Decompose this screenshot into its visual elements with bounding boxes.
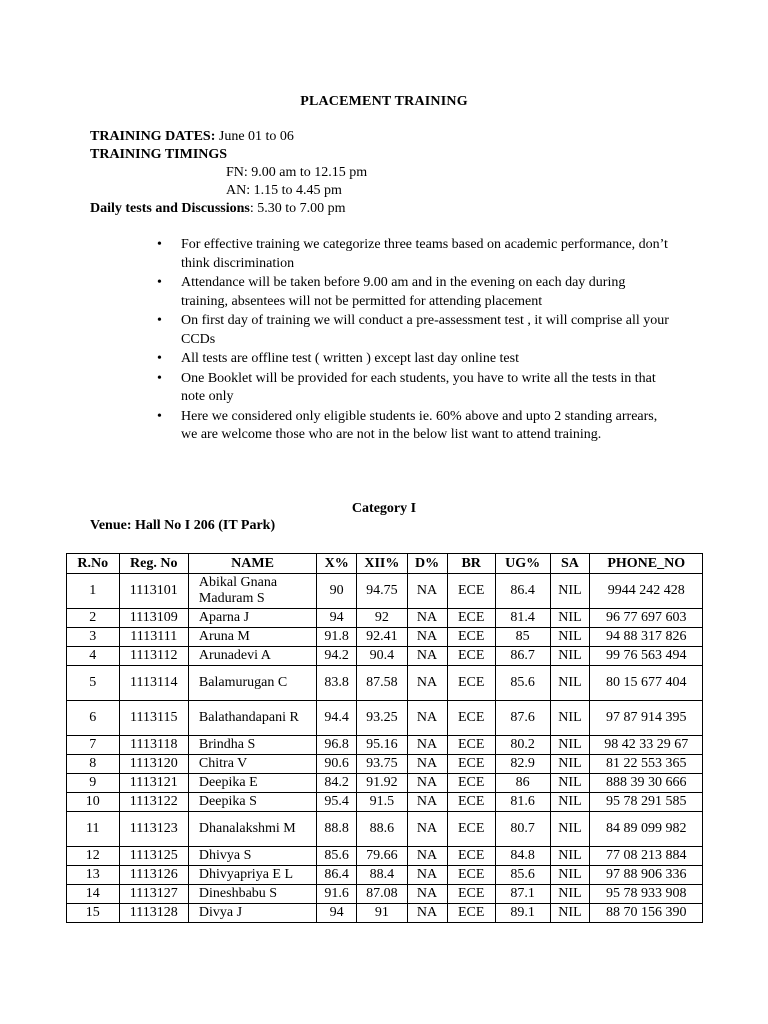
table-row (67, 774, 703, 793)
cell-ug: 89.1 (495, 904, 550, 923)
cell-name: Balathandapani R (188, 701, 316, 736)
cell-xii: 91 (357, 904, 407, 923)
cell-d: NA (407, 755, 447, 774)
col-sa: SA (550, 554, 590, 574)
cell-phone: 81 22 553 365 (590, 755, 703, 774)
cell-br: ECE (447, 628, 495, 647)
cell-name: Brindha S (188, 736, 316, 755)
daily-tests (90, 201, 346, 217)
cell-sa: NIL (550, 812, 590, 847)
cell-sa: NIL (550, 755, 590, 774)
cell-rno: 12 (67, 847, 120, 866)
cell-sa: NIL (550, 793, 590, 812)
cell-rno: 15 (67, 904, 120, 923)
cell-d: NA (407, 628, 447, 647)
cell-name: Chitra V (188, 755, 316, 774)
cell-phone: 9944 242 428 (590, 574, 703, 609)
col-x: X% (317, 554, 357, 574)
col-xii: XII% (357, 554, 407, 574)
cell-ug: 85.6 (495, 666, 550, 701)
note-item: • On first day of training we will conduct a pre-assessment test , it will comprise all your CCDs (155, 312, 675, 349)
col-d: D% (407, 554, 447, 574)
cell-d: NA (407, 885, 447, 904)
cell-ug: 82.9 (495, 755, 550, 774)
cell-phone: 80 15 677 404 (590, 666, 703, 701)
cell-d: NA (407, 774, 447, 793)
cell-xii: 92 (357, 609, 407, 628)
cell-name: Aparna J (188, 609, 316, 628)
cell-reg-no: 1113127 (119, 885, 188, 904)
cell-sa: NIL (550, 847, 590, 866)
cell-phone: 95 78 291 585 (590, 793, 703, 812)
cell-name: Dhanalakshmi M (188, 812, 316, 847)
category-heading: Category I (351, 501, 417, 516)
cell-phone: 95 78 933 908 (590, 885, 703, 904)
cell-d: NA (407, 666, 447, 701)
cell-rno: 3 (67, 628, 120, 647)
cell-d: NA (407, 647, 447, 666)
cell-xii: 90.4 (357, 647, 407, 666)
table-row (67, 904, 703, 923)
cell-xii: 91.92 (357, 774, 407, 793)
cell-rno: 14 (67, 885, 120, 904)
cell-xii: 88.4 (357, 866, 407, 885)
cell-br: ECE (447, 736, 495, 755)
cell-rno: 5 (67, 666, 120, 701)
cell-br: ECE (447, 755, 495, 774)
table-row (67, 755, 703, 774)
table-row (67, 647, 703, 666)
cell-name: Balamurugan C (188, 666, 316, 701)
cell-x: 84.2 (317, 774, 357, 793)
cell-sa: NIL (550, 774, 590, 793)
cell-d: NA (407, 574, 447, 609)
cell-phone: 99 76 563 494 (590, 647, 703, 666)
cell-ug: 86 (495, 774, 550, 793)
cell-x: 86.4 (317, 866, 357, 885)
cell-br: ECE (447, 666, 495, 701)
cell-sa: NIL (550, 574, 590, 609)
daily-tests-label: Daily tests and Discussions (90, 201, 250, 216)
cell-ug: 84.8 (495, 847, 550, 866)
cell-br: ECE (447, 866, 495, 885)
cell-rno: 1 (67, 574, 120, 609)
table-row (67, 866, 703, 885)
cell-sa: NIL (550, 736, 590, 755)
cell-d: NA (407, 847, 447, 866)
cell-sa: NIL (550, 666, 590, 701)
cell-rno: 7 (67, 736, 120, 755)
cell-ug: 87.1 (495, 885, 550, 904)
cell-sa: NIL (550, 866, 590, 885)
table-row (67, 736, 703, 755)
cell-reg-no: 1113109 (119, 609, 188, 628)
training-dates-value: June 01 to 06 (215, 129, 294, 144)
cell-xii: 79.66 (357, 847, 407, 866)
cell-x: 94.2 (317, 647, 357, 666)
cell-br: ECE (447, 701, 495, 736)
cell-rno: 9 (67, 774, 120, 793)
table-row (67, 847, 703, 866)
training-dates (90, 129, 294, 145)
cell-x: 90.6 (317, 755, 357, 774)
cell-x: 83.8 (317, 666, 357, 701)
cell-sa: NIL (550, 701, 590, 736)
note-item: • One Booklet will be provided for each students, you have to write all the tests in that note only (155, 370, 675, 407)
col-reg-no: Reg. No (119, 554, 188, 574)
cell-sa: NIL (550, 647, 590, 666)
cell-d: NA (407, 904, 447, 923)
note-item: • For effective training we categorize three teams based on academic performance, don’t think discrimination (155, 236, 675, 273)
cell-x: 91.6 (317, 885, 357, 904)
col-rno: R.No (67, 554, 120, 574)
cell-x: 85.6 (317, 847, 357, 866)
cell-rno: 6 (67, 701, 120, 736)
cell-x: 95.4 (317, 793, 357, 812)
cell-ug: 81.6 (495, 793, 550, 812)
cell-ug: 81.4 (495, 609, 550, 628)
cell-br: ECE (447, 774, 495, 793)
table-header-row (67, 554, 703, 574)
cell-xii: 93.75 (357, 755, 407, 774)
table-row (67, 812, 703, 847)
cell-name: Dhivyapriya E L (188, 866, 316, 885)
cell-rno: 13 (67, 866, 120, 885)
col-ug: UG% (495, 554, 550, 574)
cell-rno: 2 (67, 609, 120, 628)
daily-tests-value: : 5.30 to 7.00 pm (249, 201, 346, 216)
cell-ug: 87.6 (495, 701, 550, 736)
an-timing: AN: 1.15 to 4.45 pm (226, 183, 342, 198)
cell-x: 96.8 (317, 736, 357, 755)
cell-ug: 85 (495, 628, 550, 647)
cell-phone: 77 08 213 884 (590, 847, 703, 866)
fn-timing: FN: 9.00 am to 12.15 pm (226, 165, 368, 180)
cell-phone: 88 70 156 390 (590, 904, 703, 923)
cell-reg-no: 1113111 (119, 628, 188, 647)
cell-sa: NIL (550, 904, 590, 923)
table-body (67, 574, 703, 923)
col-name: NAME (188, 554, 316, 574)
cell-reg-no: 1113128 (119, 904, 188, 923)
table-row (67, 701, 703, 736)
cell-d: NA (407, 701, 447, 736)
cell-name: Deepika S (188, 793, 316, 812)
cell-br: ECE (447, 609, 495, 628)
cell-x: 91.8 (317, 628, 357, 647)
cell-br: ECE (447, 847, 495, 866)
cell-br: ECE (447, 647, 495, 666)
cell-reg-no: 1113101 (119, 574, 188, 609)
cell-d: NA (407, 609, 447, 628)
cell-xii: 95.16 (357, 736, 407, 755)
cell-xii: 93.25 (357, 701, 407, 736)
cell-br: ECE (447, 793, 495, 812)
cell-name: Dineshbabu S (188, 885, 316, 904)
cell-phone: 94 88 317 826 (590, 628, 703, 647)
cell-phone: 96 77 697 603 (590, 609, 703, 628)
cell-xii: 87.08 (357, 885, 407, 904)
cell-xii: 92.41 (357, 628, 407, 647)
table-row (67, 885, 703, 904)
cell-ug: 80.2 (495, 736, 550, 755)
training-timings-label: TRAINING TIMINGS (90, 147, 228, 162)
cell-rno: 8 (67, 755, 120, 774)
cell-sa: NIL (550, 609, 590, 628)
cell-d: NA (407, 793, 447, 812)
page-title: PLACEMENT TRAINING (300, 94, 468, 109)
cell-rno: 11 (67, 812, 120, 847)
cell-reg-no: 1113121 (119, 774, 188, 793)
note-item: • Attendance will be taken before 9.00 am and in the evening on each day during training, absentees will not be permitted for attending placement (155, 274, 675, 311)
cell-name: Dhivya S (188, 847, 316, 866)
table-row (67, 609, 703, 628)
cell-sa: NIL (550, 885, 590, 904)
cell-xii: 88.6 (357, 812, 407, 847)
cell-d: NA (407, 812, 447, 847)
cell-reg-no: 1113125 (119, 847, 188, 866)
note-item: • All tests are offline test ( written ) except last day online test (155, 350, 675, 369)
cell-name: Abikal Gnana Maduram S (188, 574, 316, 609)
cell-br: ECE (447, 885, 495, 904)
cell-ug: 86.7 (495, 647, 550, 666)
note-item: • Here we considered only eligible students ie. 60% above and upto 2 standing arrears, we are welcome those who are not in the below list want to attend training. (155, 408, 675, 445)
training-notes (155, 236, 675, 446)
venue-heading: Venue: Hall No I 206 (IT Park) (90, 518, 276, 533)
cell-sa: NIL (550, 628, 590, 647)
table-row (67, 574, 703, 609)
cell-reg-no: 1113118 (119, 736, 188, 755)
cell-br: ECE (447, 574, 495, 609)
cell-phone: 98 42 33 29 67 (590, 736, 703, 755)
cell-x: 88.8 (317, 812, 357, 847)
col-phone: PHONE_NO (590, 554, 703, 574)
cell-xii: 94.75 (357, 574, 407, 609)
cell-reg-no: 1113126 (119, 866, 188, 885)
table-row (67, 666, 703, 701)
cell-ug: 85.6 (495, 866, 550, 885)
cell-name: Arunadevi A (188, 647, 316, 666)
cell-phone: 97 87 914 395 (590, 701, 703, 736)
student-table (66, 553, 703, 923)
cell-br: ECE (447, 812, 495, 847)
cell-phone: 888 39 30 666 (590, 774, 703, 793)
cell-ug: 80.7 (495, 812, 550, 847)
cell-xii: 87.58 (357, 666, 407, 701)
cell-xii: 91.5 (357, 793, 407, 812)
cell-phone: 97 88 906 336 (590, 866, 703, 885)
table-row (67, 628, 703, 647)
cell-x: 94 (317, 904, 357, 923)
col-br: BR (447, 554, 495, 574)
cell-phone: 84 89 099 982 (590, 812, 703, 847)
cell-name: Deepika E (188, 774, 316, 793)
cell-rno: 4 (67, 647, 120, 666)
cell-reg-no: 1113120 (119, 755, 188, 774)
cell-x: 94 (317, 609, 357, 628)
cell-d: NA (407, 866, 447, 885)
cell-reg-no: 1113115 (119, 701, 188, 736)
cell-d: NA (407, 736, 447, 755)
cell-name: Aruna M (188, 628, 316, 647)
cell-reg-no: 1113123 (119, 812, 188, 847)
cell-name: Divya J (188, 904, 316, 923)
cell-ug: 86.4 (495, 574, 550, 609)
table-row (67, 793, 703, 812)
cell-reg-no: 1113112 (119, 647, 188, 666)
cell-reg-no: 1113114 (119, 666, 188, 701)
cell-br: ECE (447, 904, 495, 923)
cell-x: 94.4 (317, 701, 357, 736)
cell-x: 90 (317, 574, 357, 609)
training-dates-label: TRAINING DATES: (90, 129, 216, 144)
cell-reg-no: 1113122 (119, 793, 188, 812)
cell-rno: 10 (67, 793, 120, 812)
